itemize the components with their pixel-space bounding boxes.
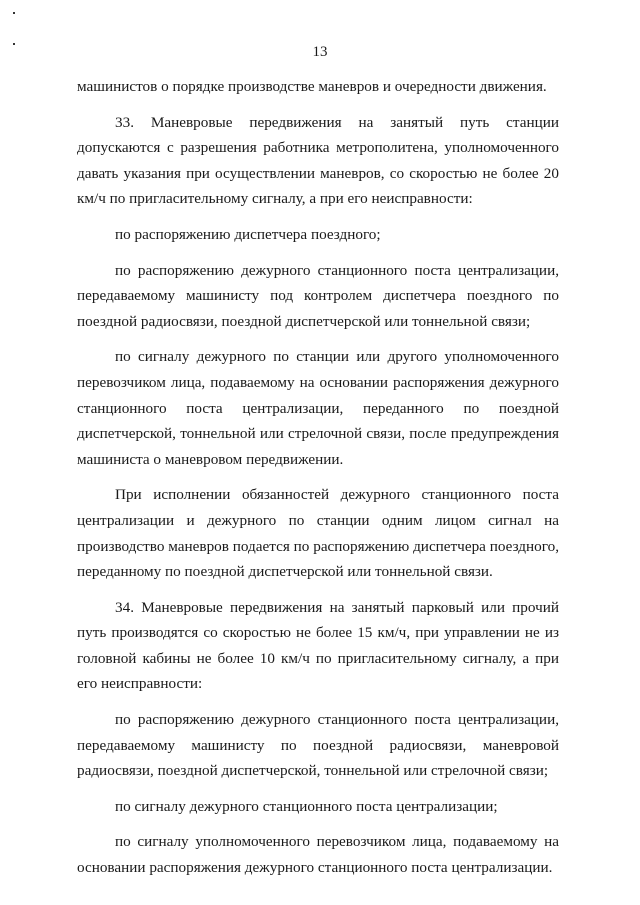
- paragraph-clause-34: 34. Маневровые передвижения на занятый парковый или прочий путь производятся со скоростью не более 15 км/ч, при управлении не из головной кабины не более 10 км/ч по пригласительному сигналу, а при его неисправности:: [77, 598, 559, 693]
- paragraph: по сигналу уполномоченного перевозчиком лица, подаваемому на основании распоряжения дежурного станционного поста централизации.: [77, 833, 559, 877]
- paragraph: по распоряжению диспетчера поездного;: [115, 225, 381, 243]
- page-number: 13: [312, 44, 328, 60]
- paragraph: по распоряжению дежурного станционного поста централизации, передаваемому машинисту по поездной радиосвязи, маневровой радиосвязи, поездной диспетчерской, тоннельной или стрелочной связи;: [77, 711, 559, 780]
- paragraph: При исполнении обязанностей дежурного станционного поста централизации и дежурного по станции одним лицом сигнал на производство маневров подается по распоряжению диспетчера поездного, переданному по поездной диспетчерской или тоннельной связи.: [77, 486, 559, 581]
- paragraph: по сигналу дежурного по станции или другого уполномоченного перевозчиком лица, подаваемому на основании распоряжения дежурного станционного поста централизации, переданного по поездной диспетчерской, тоннельной или стрелочной связи, после предупреждения машиниста о маневровом передвижении.: [77, 348, 559, 468]
- paragraph-clause-33: 33. Маневровые передвижения на занятый путь станции допускаются с разрешения работника метрополитена, уполномоченного давать указания при осуществлении маневров, со скоростью не более 20 км/ч по пригласительному сигналу, а при его неисправности:: [77, 113, 559, 208]
- paragraph: по сигналу дежурного станционного поста централизации;: [115, 797, 498, 815]
- paragraph: машинистов о порядке производстве маневров и очередности движения.: [77, 78, 547, 95]
- scan-mark: [13, 12, 15, 14]
- document-body: [77, 74, 559, 881]
- paragraph: по распоряжению дежурного станционного поста централизации, передаваемому машинисту под контролем диспетчера поездного по поездной радиосвязи, поездной диспетчерской или тоннельной связи;: [77, 261, 559, 330]
